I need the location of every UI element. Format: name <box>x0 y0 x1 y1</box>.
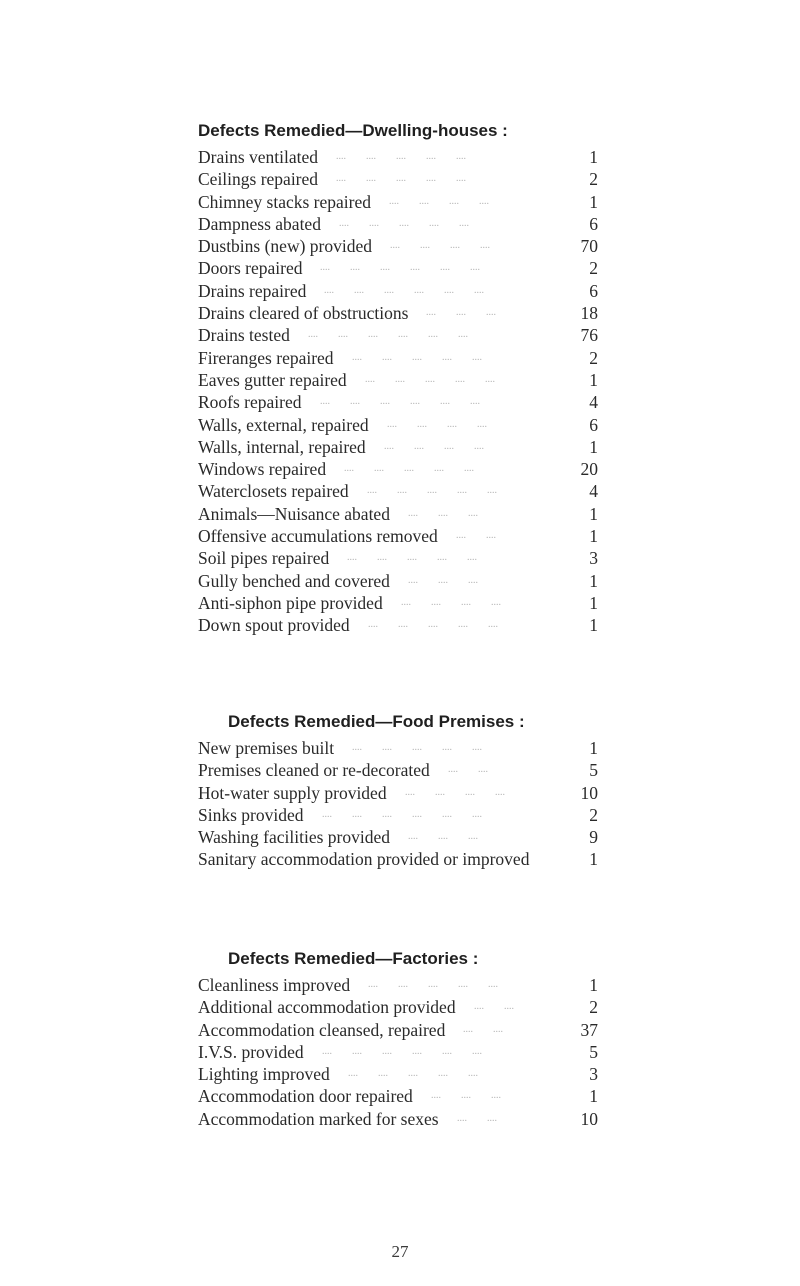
item-label: Drains tested <box>198 325 290 346</box>
leader-dots: .... .... .... .... .... <box>352 351 502 363</box>
list-item <box>198 1063 598 1085</box>
list-item <box>198 737 598 759</box>
item-value: 6 <box>589 414 598 435</box>
item-value: 2 <box>589 347 598 368</box>
list-item <box>198 570 598 592</box>
leader-dots: .... .... <box>448 764 508 776</box>
leader-dots: .... .... <box>457 1112 517 1124</box>
leader-dots: .... .... .... .... <box>387 418 507 430</box>
item-value: 10 <box>580 782 598 803</box>
leader-dots: .... .... .... .... .... <box>347 552 497 564</box>
item-value: 1 <box>589 147 598 167</box>
item-value: 1 <box>589 1086 598 1107</box>
item-value: 1 <box>589 503 598 524</box>
leader-dots: .... .... <box>463 1023 523 1035</box>
list-item <box>198 168 598 190</box>
list-item <box>198 804 598 826</box>
leader-dots: .... .... .... <box>431 1090 521 1102</box>
leader-dots: .... .... .... .... .... <box>365 373 515 385</box>
leader-dots: .... .... .... .... .... .... <box>308 329 488 341</box>
item-value: 2 <box>589 804 598 825</box>
item-label: Doors repaired <box>198 258 303 279</box>
list-item <box>198 347 598 369</box>
leader-dots: .... .... .... .... .... .... <box>320 262 500 274</box>
item-label: Premises cleaned or re-decorated <box>198 760 430 781</box>
item-label: Gully benched and covered <box>198 570 390 591</box>
item-value: 76 <box>580 325 598 346</box>
list-item <box>198 503 598 525</box>
section-food-premises <box>198 711 598 871</box>
leader-dots: .... .... <box>474 1001 534 1013</box>
list-item <box>198 369 598 391</box>
section-heading: Defects Remedied—Dwelling-houses : <box>198 121 508 140</box>
item-label: Dampness abated <box>198 213 321 234</box>
leader-dots: .... .... <box>456 530 516 542</box>
list-item <box>198 1041 598 1063</box>
item-label: Washing facilities provided <box>198 827 391 848</box>
item-value: 2 <box>589 169 598 190</box>
leader-dots: .... .... .... <box>426 307 516 319</box>
item-label: Chimney stacks repaired <box>198 191 372 212</box>
item-label: Accommodation marked for sexes <box>198 1108 439 1129</box>
item-label: Walls, internal, repaired <box>198 436 366 457</box>
section-heading: Defects Remedied—Factories : <box>228 949 479 968</box>
item-label: Ceilings repaired <box>198 169 319 190</box>
leader-dots: .... .... .... .... .... .... <box>324 284 504 296</box>
item-value: 6 <box>589 280 598 301</box>
leader-dots: .... .... .... .... .... <box>367 485 517 497</box>
item-value: 3 <box>589 548 598 569</box>
item-value: 1 <box>589 369 598 390</box>
leader-dots: .... .... .... .... .... <box>339 217 489 229</box>
item-value: 1 <box>589 592 598 613</box>
item-value: 3 <box>589 1064 598 1085</box>
leader-dots: .... .... .... .... .... <box>344 463 494 475</box>
leader-dots: .... .... .... <box>408 574 498 586</box>
item-label: Accommodation cleansed, repaired <box>198 1019 446 1040</box>
leader-dots: .... .... .... .... .... <box>368 979 518 990</box>
list-item <box>198 458 598 480</box>
list-item <box>198 996 598 1018</box>
leader-dots: .... .... .... .... .... .... <box>320 396 500 408</box>
item-value: 5 <box>589 760 598 781</box>
list-item <box>198 324 598 346</box>
item-label: Offensive accumulations removed <box>198 526 438 547</box>
list-item <box>198 391 598 413</box>
item-value: 1 <box>589 436 598 457</box>
list-item <box>198 191 598 213</box>
item-label: Cleanliness improved <box>198 975 351 995</box>
item-label: Anti-siphon pipe provided <box>198 592 383 613</box>
item-label: Drains ventilated <box>198 147 319 167</box>
leader-dots: .... .... .... .... <box>389 195 509 207</box>
leader-dots: .... .... .... .... <box>405 786 525 798</box>
item-value: 2 <box>589 997 598 1018</box>
item-label: Accommodation door repaired <box>198 1086 413 1107</box>
list-item <box>198 759 598 781</box>
section-heading: Defects Remedied—Food Premises : <box>228 712 525 731</box>
item-label: Roofs repaired <box>198 392 302 413</box>
leader-dots: .... .... .... .... <box>384 440 504 452</box>
item-label: Additional accommodation provided <box>198 997 456 1018</box>
list-item <box>198 436 598 458</box>
list-item <box>198 235 598 257</box>
leader-dots: .... .... .... .... .... <box>352 742 502 753</box>
list-item <box>198 848 598 870</box>
leader-dots: .... .... .... <box>408 831 498 843</box>
leader-dots: .... .... .... .... .... <box>368 619 518 631</box>
item-value: 4 <box>589 481 598 502</box>
item-value: 1 <box>589 615 598 636</box>
list-item <box>198 146 598 168</box>
item-value: 1 <box>589 975 598 995</box>
item-label: Animals—Nuisance abated <box>198 503 390 524</box>
item-value: 1 <box>589 191 598 212</box>
leader-dots: .... .... .... .... .... .... <box>322 808 502 820</box>
item-label: Lighting improved <box>198 1064 330 1085</box>
item-value: 1 <box>589 570 598 591</box>
item-label: Hot-water supply provided <box>198 782 387 803</box>
item-value: 2 <box>589 258 598 279</box>
leader-dots: .... .... .... .... .... .... <box>322 1045 502 1057</box>
leader-dots: .... .... .... <box>408 507 498 519</box>
item-value: 1 <box>589 849 598 870</box>
list-item <box>198 547 598 569</box>
item-label: Eaves gutter repaired <box>198 369 347 390</box>
item-value: 10 <box>580 1108 598 1129</box>
leader-dots: .... .... .... .... .... <box>336 173 486 185</box>
item-value: 18 <box>580 303 598 324</box>
item-list <box>198 974 598 1130</box>
leader-dots: .... .... .... .... .... <box>348 1068 498 1080</box>
item-label: New premises built <box>198 738 335 758</box>
list-item <box>198 213 598 235</box>
item-value: 5 <box>589 1041 598 1062</box>
item-label: Sanitary accommodation provided or improved <box>198 849 530 870</box>
list-item <box>198 1108 598 1130</box>
section-factories <box>198 948 598 1130</box>
list-item <box>198 1019 598 1041</box>
item-label: Sinks provided <box>198 804 304 825</box>
list-item <box>198 614 598 636</box>
item-list <box>198 146 598 637</box>
item-list <box>198 737 598 871</box>
item-label: Fireranges repaired <box>198 347 334 368</box>
item-label: Walls, external, repaired <box>198 414 369 435</box>
list-item <box>198 974 598 996</box>
list-item <box>198 1085 598 1107</box>
item-value: 6 <box>589 213 598 234</box>
item-label: I.V.S. provided <box>198 1041 304 1062</box>
list-item <box>198 826 598 848</box>
list-item <box>198 782 598 804</box>
item-value: 20 <box>580 459 598 480</box>
item-label: Waterclosets repaired <box>198 481 349 502</box>
item-label: Drains cleared of obstructions <box>198 303 409 324</box>
item-label: Drains repaired <box>198 280 307 301</box>
list-item <box>198 302 598 324</box>
item-label: Soil pipes repaired <box>198 548 330 569</box>
item-value: 4 <box>589 392 598 413</box>
list-item <box>198 480 598 502</box>
list-item <box>198 525 598 547</box>
item-value: 1 <box>589 526 598 547</box>
leader-dots: .... .... .... .... <box>401 596 521 608</box>
item-label: Windows repaired <box>198 459 327 480</box>
leader-dots: .... .... .... .... <box>390 240 510 252</box>
list-item <box>198 280 598 302</box>
list-item <box>198 592 598 614</box>
item-value: 9 <box>589 827 598 848</box>
list-item <box>198 257 598 279</box>
item-value: 37 <box>580 1019 598 1040</box>
item-label: Dustbins (new) provided <box>198 236 373 257</box>
section-dwelling-houses <box>198 120 598 637</box>
page-number: 27 <box>391 1242 409 1261</box>
leader-dots: .... .... .... .... .... <box>336 151 486 162</box>
list-item <box>198 414 598 436</box>
item-label: Down spout provided <box>198 615 350 636</box>
item-value: 1 <box>589 738 598 758</box>
item-value: 70 <box>580 236 598 257</box>
